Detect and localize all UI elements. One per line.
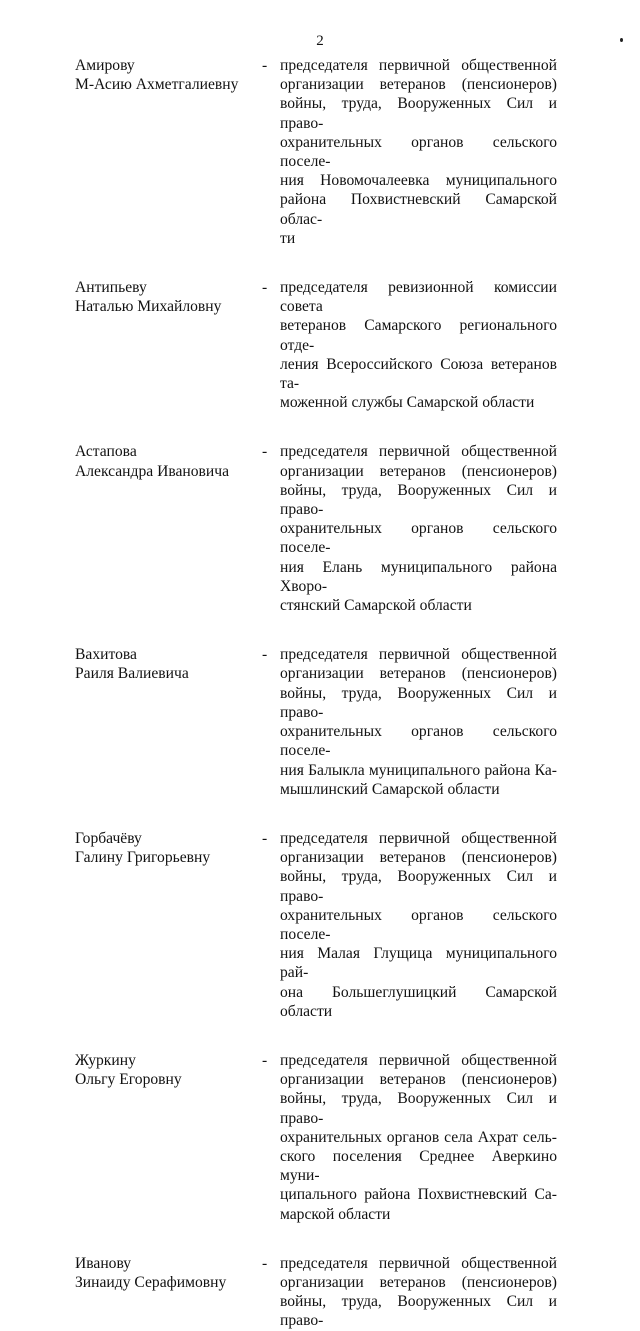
description-line: она Большеглушицкий Самарской области bbox=[280, 983, 557, 1020]
page-number: 2 bbox=[316, 33, 324, 49]
description-line: председателя первичной общественной bbox=[280, 1051, 557, 1069]
description-line: председателя первичной общественной bbox=[280, 1254, 557, 1272]
description-line: председателя первичной общественной bbox=[280, 829, 557, 847]
surname: Астапова bbox=[75, 443, 137, 461]
description-line: охранительных органов сельского поселе- bbox=[280, 133, 557, 171]
position-description bbox=[280, 442, 557, 615]
list-item bbox=[75, 1051, 575, 1224]
description-line: войны, труда, Вооруженных Сил и право- bbox=[280, 95, 557, 132]
list-item bbox=[75, 829, 575, 1021]
description-line: охранительных органов сельского поселе- bbox=[280, 520, 557, 557]
description-line: района Похвистневский Самарской облас- bbox=[280, 191, 557, 228]
list-item bbox=[75, 645, 575, 799]
description-line: организации ветеранов (пенсионеров) bbox=[280, 1273, 557, 1291]
list-item bbox=[75, 442, 575, 615]
description-line: председателя первичной общественной bbox=[280, 646, 557, 664]
description-line: ского поселения Среднее Аверкино муни- bbox=[280, 1147, 557, 1185]
given-names: Александра Ивановича bbox=[75, 462, 230, 480]
description-line: ти bbox=[280, 229, 296, 247]
description-line: марской области bbox=[280, 1205, 391, 1223]
description-line: мышлинский Самарской области bbox=[280, 780, 500, 798]
description-line: войны, труда, Вооруженных Сил и право- bbox=[280, 868, 557, 905]
description-line: войны, труда, Вооруженных Сил и право- bbox=[280, 1293, 557, 1330]
surname: Вахитова bbox=[75, 646, 137, 664]
description-line: войны, труда, Вооруженных Сил и право- bbox=[280, 481, 557, 519]
description-line: организации ветеранов (пенсионеров) bbox=[280, 462, 557, 480]
description-line: ципального района Похвистневский Са- bbox=[280, 1186, 557, 1204]
description-line: ния Новомочалеевка муниципального bbox=[280, 172, 557, 190]
position-description bbox=[280, 278, 557, 412]
dash-separator: - bbox=[262, 443, 268, 461]
position-description bbox=[280, 645, 557, 799]
description-line: ветеранов Самарского регионального отде- bbox=[280, 317, 557, 354]
description-line: организации ветеранов (пенсионеров) bbox=[280, 665, 557, 683]
description-line: войны, труда, Вооруженных Сил и право- bbox=[280, 684, 557, 721]
person-name bbox=[75, 442, 255, 480]
description-line: стянский Самарской области bbox=[280, 597, 472, 615]
description-line: войны, труда, Вооруженных Сил и право- bbox=[280, 1090, 557, 1127]
person-name bbox=[75, 278, 255, 316]
given-names: Ольгу Егоровну bbox=[75, 1071, 182, 1089]
dash-separator: - bbox=[262, 829, 268, 847]
person-name bbox=[75, 1254, 255, 1292]
position-description bbox=[280, 56, 557, 248]
person-name bbox=[75, 829, 255, 867]
surname: Журкину bbox=[75, 1051, 136, 1069]
position-description bbox=[280, 829, 557, 1021]
given-names: Наталью Михайловну bbox=[75, 298, 222, 316]
description-line: ления Всероссийского Союза ветеранов та- bbox=[280, 355, 557, 393]
description-line: ния Малая Глущица муниципального рай- bbox=[280, 945, 557, 982]
list-item bbox=[75, 56, 575, 248]
scan-speck bbox=[620, 38, 623, 42]
position-description bbox=[280, 1254, 557, 1331]
surname: Амирову bbox=[75, 57, 135, 74]
surname: Горбачёву bbox=[75, 829, 142, 847]
description-line: ния Елань муниципального района Хворо- bbox=[280, 558, 557, 595]
description-line: охранительных органов села Ахрат сель- bbox=[280, 1128, 557, 1146]
dash-separator: - bbox=[262, 279, 268, 297]
person-name bbox=[75, 56, 255, 94]
person-name bbox=[75, 645, 255, 683]
list-item bbox=[75, 278, 575, 412]
description-line: охранительных органов сельского поселе- bbox=[280, 723, 557, 760]
given-names: Зинаиду Серафимовну bbox=[75, 1273, 227, 1291]
given-names: М-Асию Ахметгалиевну bbox=[75, 76, 239, 94]
person-name bbox=[75, 1051, 255, 1089]
dash-separator: - bbox=[262, 1051, 268, 1069]
description-line: моженной службы Самарской области bbox=[280, 394, 535, 412]
description-line: организации ветеранов (пенсионеров) bbox=[280, 76, 557, 94]
description-line: организации ветеранов (пенсионеров) bbox=[280, 849, 557, 867]
surname: Иванову bbox=[75, 1254, 132, 1272]
dash-separator: - bbox=[262, 57, 268, 74]
dash-separator: - bbox=[262, 646, 268, 664]
description-line: председателя ревизионной комиссии совета bbox=[280, 279, 557, 316]
given-names: Галину Григорьевну bbox=[75, 849, 211, 867]
dash-separator: - bbox=[262, 1254, 268, 1272]
award-list bbox=[75, 56, 575, 1331]
description-line: организации ветеранов (пенсионеров) bbox=[280, 1071, 557, 1089]
surname: Антипьеву bbox=[75, 279, 147, 297]
given-names: Раиля Валиевича bbox=[75, 665, 189, 683]
description-line: ния Балыкла муниципального района Ка- bbox=[280, 761, 557, 779]
description-line: председателя первичной общественной bbox=[280, 443, 557, 461]
position-description bbox=[280, 1051, 557, 1224]
description-line: председателя первичной общественной bbox=[280, 57, 557, 74]
description-line: охранительных органов сельского поселе- bbox=[280, 906, 557, 943]
list-item bbox=[75, 1254, 575, 1331]
